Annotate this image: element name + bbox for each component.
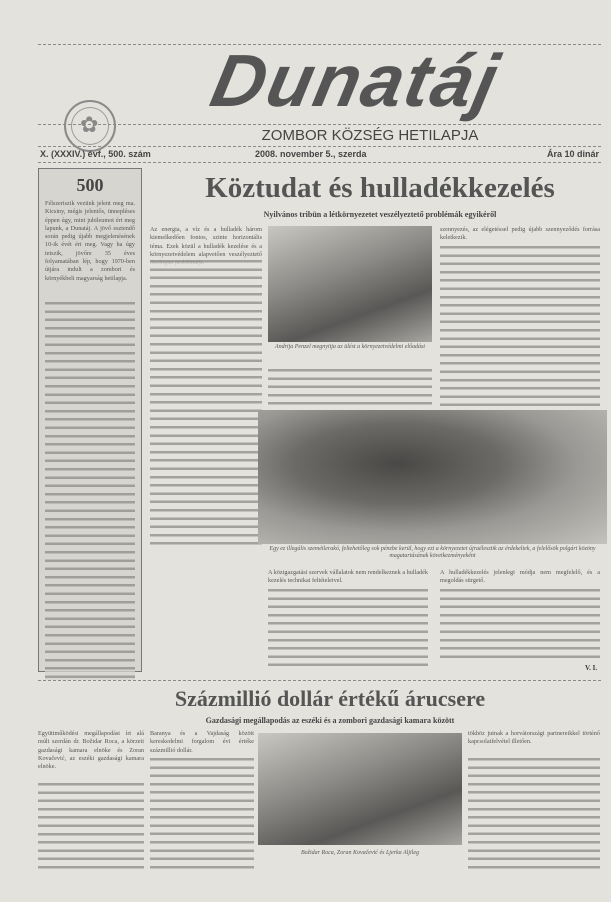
issue-date: 2008. november 5., szerda [255, 149, 367, 159]
article2-col4-continued [468, 756, 600, 871]
photo-signing [258, 733, 462, 845]
article2-col1: Együttműködési megállapodást írt alá múlt szerdán dr. Božidar Roca, a körzeti gazdasági kamara elnöke és Zoran Kovačević, az eszéki gazdasági kamara elnöke. [38, 730, 144, 771]
sidebar-box [38, 168, 142, 672]
masthead-logo: Dunatáj [204, 39, 508, 122]
photo-speaker-caption: Andrija Penzel megnyitja az ülést a környezetvédelmi előadást [274, 344, 426, 350]
article2-col2-continued [150, 756, 254, 871]
article1-lower-col1: A közigazgatási szervek vállalatok nem rendelkeznek a hulladék kezelés technikai feltételeivel. [268, 569, 428, 585]
seal-icon: ✿ [64, 100, 116, 152]
article2-col2: Baranya és a Vajdaság között kereskedelmi forgalom évi értéke százmillió dollár. [150, 730, 254, 754]
article1-lower-col2: A hulladékkezelés jelenlegi módja nem megfelelő, és a megoldás sürgető. [440, 569, 600, 585]
article2-col4: tökhöz jutnak a horvátországi partnereikkel történő kapcsolatfelvétel illetően. [468, 730, 600, 746]
photo-smoke-caption: Egy ez illegális szemétlerakó, feltehetőleg sok pénzbe kerül, hogy ezt a környezetet újraélesztik az érdekeltek, a felelősök polgári közöny magatartásának következményeként [269, 546, 596, 559]
article1-col3: szennyezés, az elégetéssel pedig újabb szennyeződés forrása keletkezik. [440, 226, 600, 242]
article1-signature: V. I. [585, 664, 598, 672]
photo-smoke [258, 410, 607, 544]
article1-col3-continued [440, 244, 600, 407]
sidebar-text-continued [45, 300, 135, 680]
sidebar-text: Félszeriszik vezünk jelent meg ma. Kicsiny, mégis jelentős, ünnepléses éppen úgy, mint jubileumot ért meg lapunk, a Dunatáj. A jövő esztendő során pedig újabb megjelenésének 10-ik évét éri meg. Vagy ha úgy tetszik, jövőre 35 éves folyamatában lép, hogy 1970-ben útjára indult a zombori és környékbeli magyarság hetilapja. [45, 200, 135, 282]
article2-headline: Százmillió dollár értékű árucsere [174, 686, 486, 711]
article1-col2 [268, 367, 432, 407]
article1-lower-col1-continued [268, 587, 428, 670]
article2-col1-continued [38, 781, 144, 871]
photo-signing-caption: Božidar Roca, Zoran Kovačević és Ljerka Aljileg [300, 850, 420, 856]
sidebar-heading: 500 [76, 175, 104, 195]
photo-speaker [268, 226, 432, 342]
masthead-subtitle: ZOMBOR KÖZSÉG HETILAPJA [261, 127, 479, 144]
article1-lower-col2-continued [440, 587, 600, 661]
article1-headline: Köztudat és hulladékkezelés [205, 172, 555, 204]
issue-number: X. (XXXIV.) évf., 500. szám [40, 149, 151, 159]
article2-subheadline: Gazdasági megállapodás az eszéki és a zombori gazdasági kamara között [205, 716, 455, 725]
article1-col1: Az energia, a víz és a hulladék három kiemelkedően fontos, szinte horizontális téma. Ezek közül a hulladék kezelése és a környezetvédelem alapvetően veszélyeztető [150, 226, 262, 258]
article1-col1-continued [150, 258, 262, 548]
issue-price: Ára 10 dinár [546, 149, 599, 159]
article1-subheadline: Nyilvános tribün a létkörnyezetet veszélyeztető problémák egyikéről [263, 210, 497, 219]
